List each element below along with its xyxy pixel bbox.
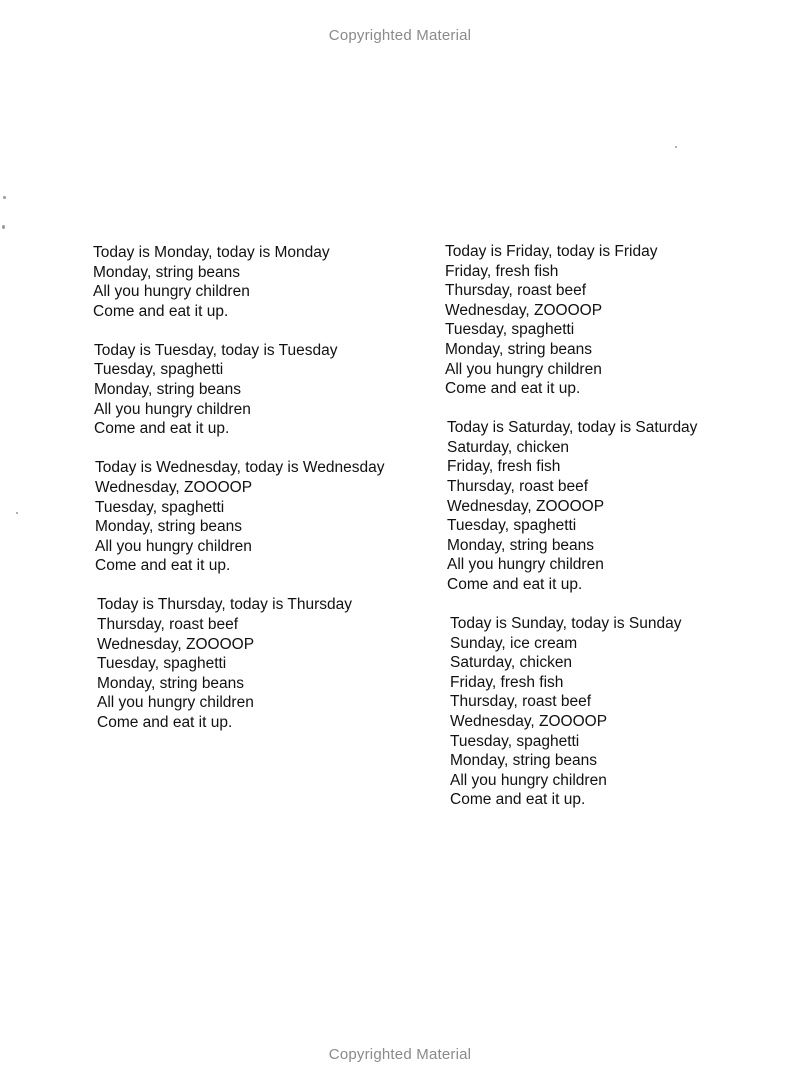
stanza-line: All you hungry children	[94, 400, 251, 418]
stanza-line: Thursday, roast beef	[445, 282, 587, 300]
copyright-footer: Copyrighted Material	[328, 1046, 472, 1063]
scan-speck	[3, 196, 6, 199]
stanza-first-line: Today is Monday, today is Monday	[93, 244, 330, 261]
stanza-line: Come and eat it up.	[97, 713, 233, 731]
stanza-line: Thursday, roast beef	[450, 693, 592, 711]
copyright-header: Copyrighted Material	[328, 27, 472, 44]
left-column	[93, 243, 423, 752]
stanza-line: Wednesday, ZOOOOP	[450, 713, 608, 731]
stanza-line: Monday, string beans	[447, 536, 595, 554]
stanza	[97, 595, 423, 732]
stanza-line: Sunday, ice cream	[450, 634, 578, 652]
stanza-first-line: Today is Wednesday, today is Wednesday	[95, 459, 385, 477]
stanza-first-line: Today is Tuesday, today is Tuesday	[94, 341, 338, 359]
stanza-line: Wednesday, ZOOOOP	[445, 301, 603, 319]
stanza-first-line: Today is Saturday, today is Saturday	[447, 419, 698, 437]
right-column	[445, 242, 765, 830]
stanza-line: Come and eat it up.	[94, 420, 230, 438]
stanza-line: Tuesday, spaghetti	[447, 517, 577, 535]
stanza-line: All you hungry children	[97, 694, 254, 712]
stanza-line: Thursday, roast beef	[447, 478, 589, 496]
stanza	[445, 242, 765, 399]
stanza-line: Come and eat it up.	[447, 576, 583, 593]
stanza-first-line: Today is Sunday, today is Sunday	[450, 615, 682, 633]
stanza-line: Monday, string beans	[450, 752, 598, 770]
stanza-line: Tuesday, spaghetti	[95, 498, 225, 516]
stanza-line: Tuesday, spaghetti	[97, 655, 227, 673]
stanza-line: Saturday, chicken	[447, 438, 570, 456]
stanza-line: All you hungry children	[95, 537, 252, 555]
stanza-line: All you hungry children	[93, 283, 250, 301]
stanza-line: Wednesday, ZOOOOP	[447, 497, 605, 515]
stanza-line: Monday, string beans	[97, 674, 245, 692]
stanza-line: All you hungry children	[450, 771, 607, 789]
stanza-line: Tuesday, spaghetti	[94, 361, 224, 379]
stanza-line: Wednesday, ZOOOOP	[97, 635, 255, 653]
stanza-line: Come and eat it up.	[450, 791, 586, 809]
stanza-line: Tuesday, spaghetti	[445, 321, 575, 339]
stanza-line: Monday, string beans	[95, 518, 243, 536]
stanza-line: Saturday, chicken	[450, 654, 573, 672]
stanza-first-line: Today is Thursday, today is Thursday	[97, 596, 353, 614]
scan-speck	[675, 146, 677, 148]
stanza-line: Come and eat it up.	[95, 557, 231, 575]
scan-speck	[2, 225, 5, 229]
stanza-line: Tuesday, spaghetti	[450, 732, 580, 750]
stanza	[447, 418, 765, 594]
stanza-line: Friday, fresh fish	[447, 458, 561, 476]
stanza-line: Monday, string beans	[93, 263, 241, 281]
stanza-line: Wednesday, ZOOOOP	[95, 478, 253, 496]
stanza-line: Come and eat it up.	[93, 302, 229, 320]
stanza	[93, 243, 423, 321]
stanza-line: All you hungry children	[445, 360, 602, 378]
stanza	[95, 458, 423, 576]
scan-speck	[16, 512, 18, 514]
stanza-line: Come and eat it up.	[445, 380, 581, 398]
stanza-line: All you hungry children	[447, 556, 604, 574]
stanza-line: Thursday, roast beef	[97, 616, 239, 633]
stanza-line: Friday, fresh fish	[450, 673, 564, 691]
stanza-first-line: Today is Friday, today is Friday	[445, 243, 658, 260]
stanza	[450, 614, 765, 810]
stanza	[94, 341, 423, 439]
stanza-line: Monday, string beans	[94, 381, 242, 399]
stanza-line: Friday, fresh fish	[445, 262, 559, 280]
stanza-line: Monday, string beans	[445, 340, 593, 358]
